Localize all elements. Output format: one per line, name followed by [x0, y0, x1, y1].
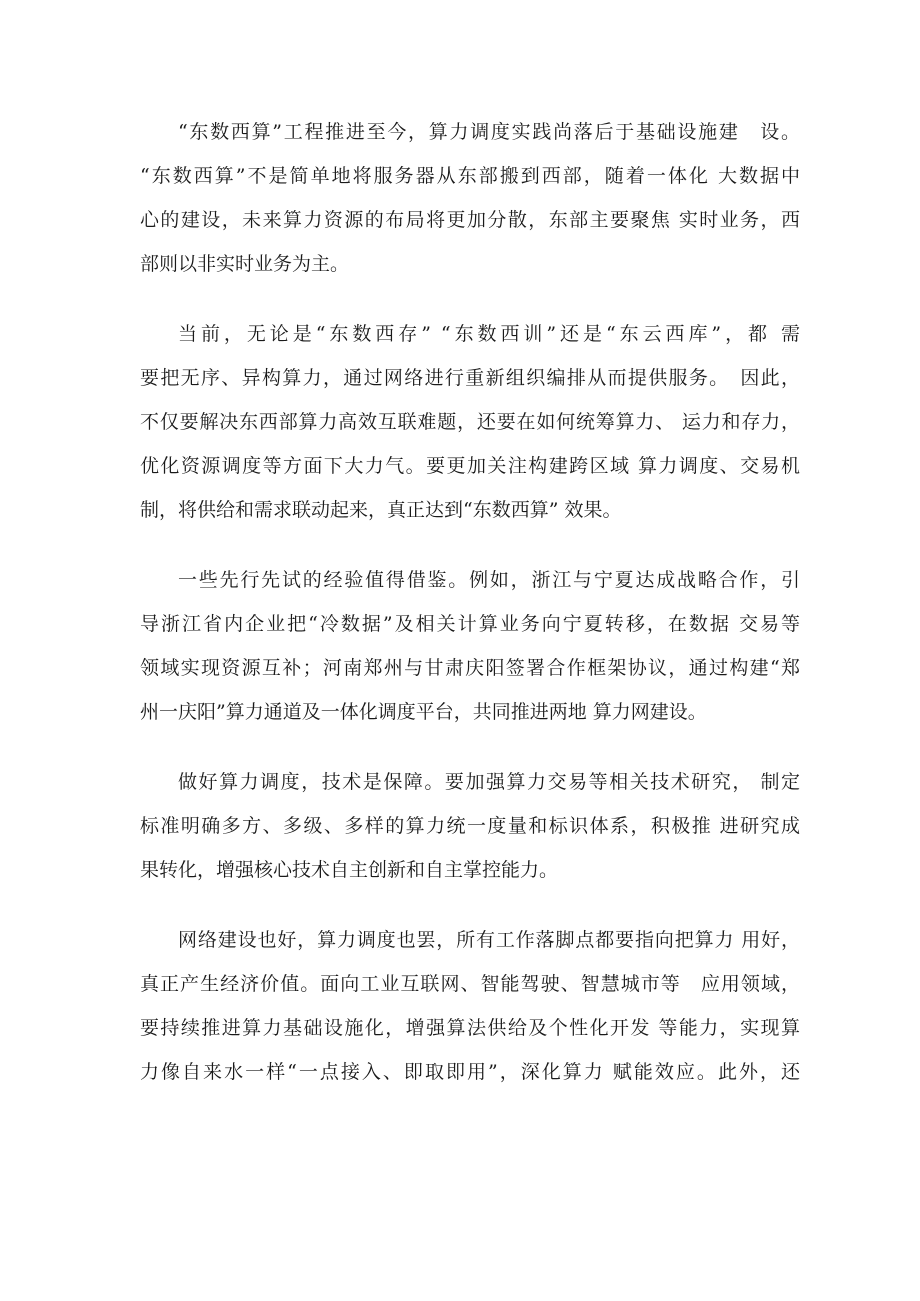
- text-line: 力像自来水一样“一点接入、即取即用”，深化算力 赋能效应。此外，还: [140, 1061, 800, 1083]
- text-line: “东数西算”不是简单地将服务器从东部搬到西部，随着一体化 大数据中: [140, 165, 800, 187]
- paragraph-4: [140, 760, 800, 892]
- text-line: 要把无序、异构算力，通过网络进行重新组织编排从而提供服务。 因此，: [140, 367, 800, 389]
- text-line: 制，将供给和需求联动起来，真正达到“东数西算” 效果。: [140, 499, 622, 521]
- text-line: 要持续推进算力基础设施化，增强算法供给及个性化开发 等能力，实现算: [140, 1017, 800, 1039]
- text-line: 优化资源调度等方面下大力气。要更加关注构建跨区域 算力调度、交易机: [140, 455, 800, 477]
- paragraph-5: [140, 918, 800, 1094]
- text-line: 导浙江省内企业把“冷数据”及相关计算业务向宁夏转移，在数据 交易等: [140, 613, 800, 635]
- paragraph-3: [140, 558, 800, 734]
- text-line: 网络建设也好，算力调度也罢，所有工作落脚点都要指向把算力 用好，: [178, 929, 800, 951]
- text-line: 果转化，增强核心技术自主创新和自主掌控能力。: [140, 859, 559, 881]
- text-line: 领域实现资源互补；河南郑州与甘肃庆阳签署合作框架协议，通过构建“郑: [140, 657, 800, 679]
- text-line: 标准明确多方、多级、多样的算力统一度量和标识体系，积极推 进研究成: [140, 815, 800, 837]
- paragraph-1: [140, 110, 800, 286]
- text-line: 部则以非实时业务为主。: [140, 253, 350, 275]
- text-line: 真正产生经济价值。面向工业互联网、智能驾驶、智慧城市等 应用领域，: [140, 973, 800, 995]
- text-line: 不仅要解决东西部算力高效互联难题，还要在如何统筹算力、 运力和存力，: [140, 411, 800, 433]
- text-line: 一些先行先试的经验值得借鉴。例如，浙江与宁夏达成战略合作，引: [178, 569, 800, 591]
- text-line: 州一庆阳”算力通道及一体化调度平台，共同推进两地 算力网建设。: [140, 701, 707, 723]
- text-line: 当前，无论是“东数西存” “东数西训”还是“东云西库”，都 需: [178, 323, 800, 345]
- text-line: 心的建设，未来算力资源的布局将更加分散，东部主要聚焦 实时业务，西: [140, 209, 800, 231]
- text-line: “东数西算”工程推进至今，算力调度实践尚落后于基础设施建 设。: [178, 121, 800, 143]
- document-body: [140, 110, 800, 1120]
- text-line: 做好算力调度，技术是保障。要加强算力交易等相关技术研究， 制定: [178, 771, 800, 793]
- paragraph-2: [140, 312, 800, 532]
